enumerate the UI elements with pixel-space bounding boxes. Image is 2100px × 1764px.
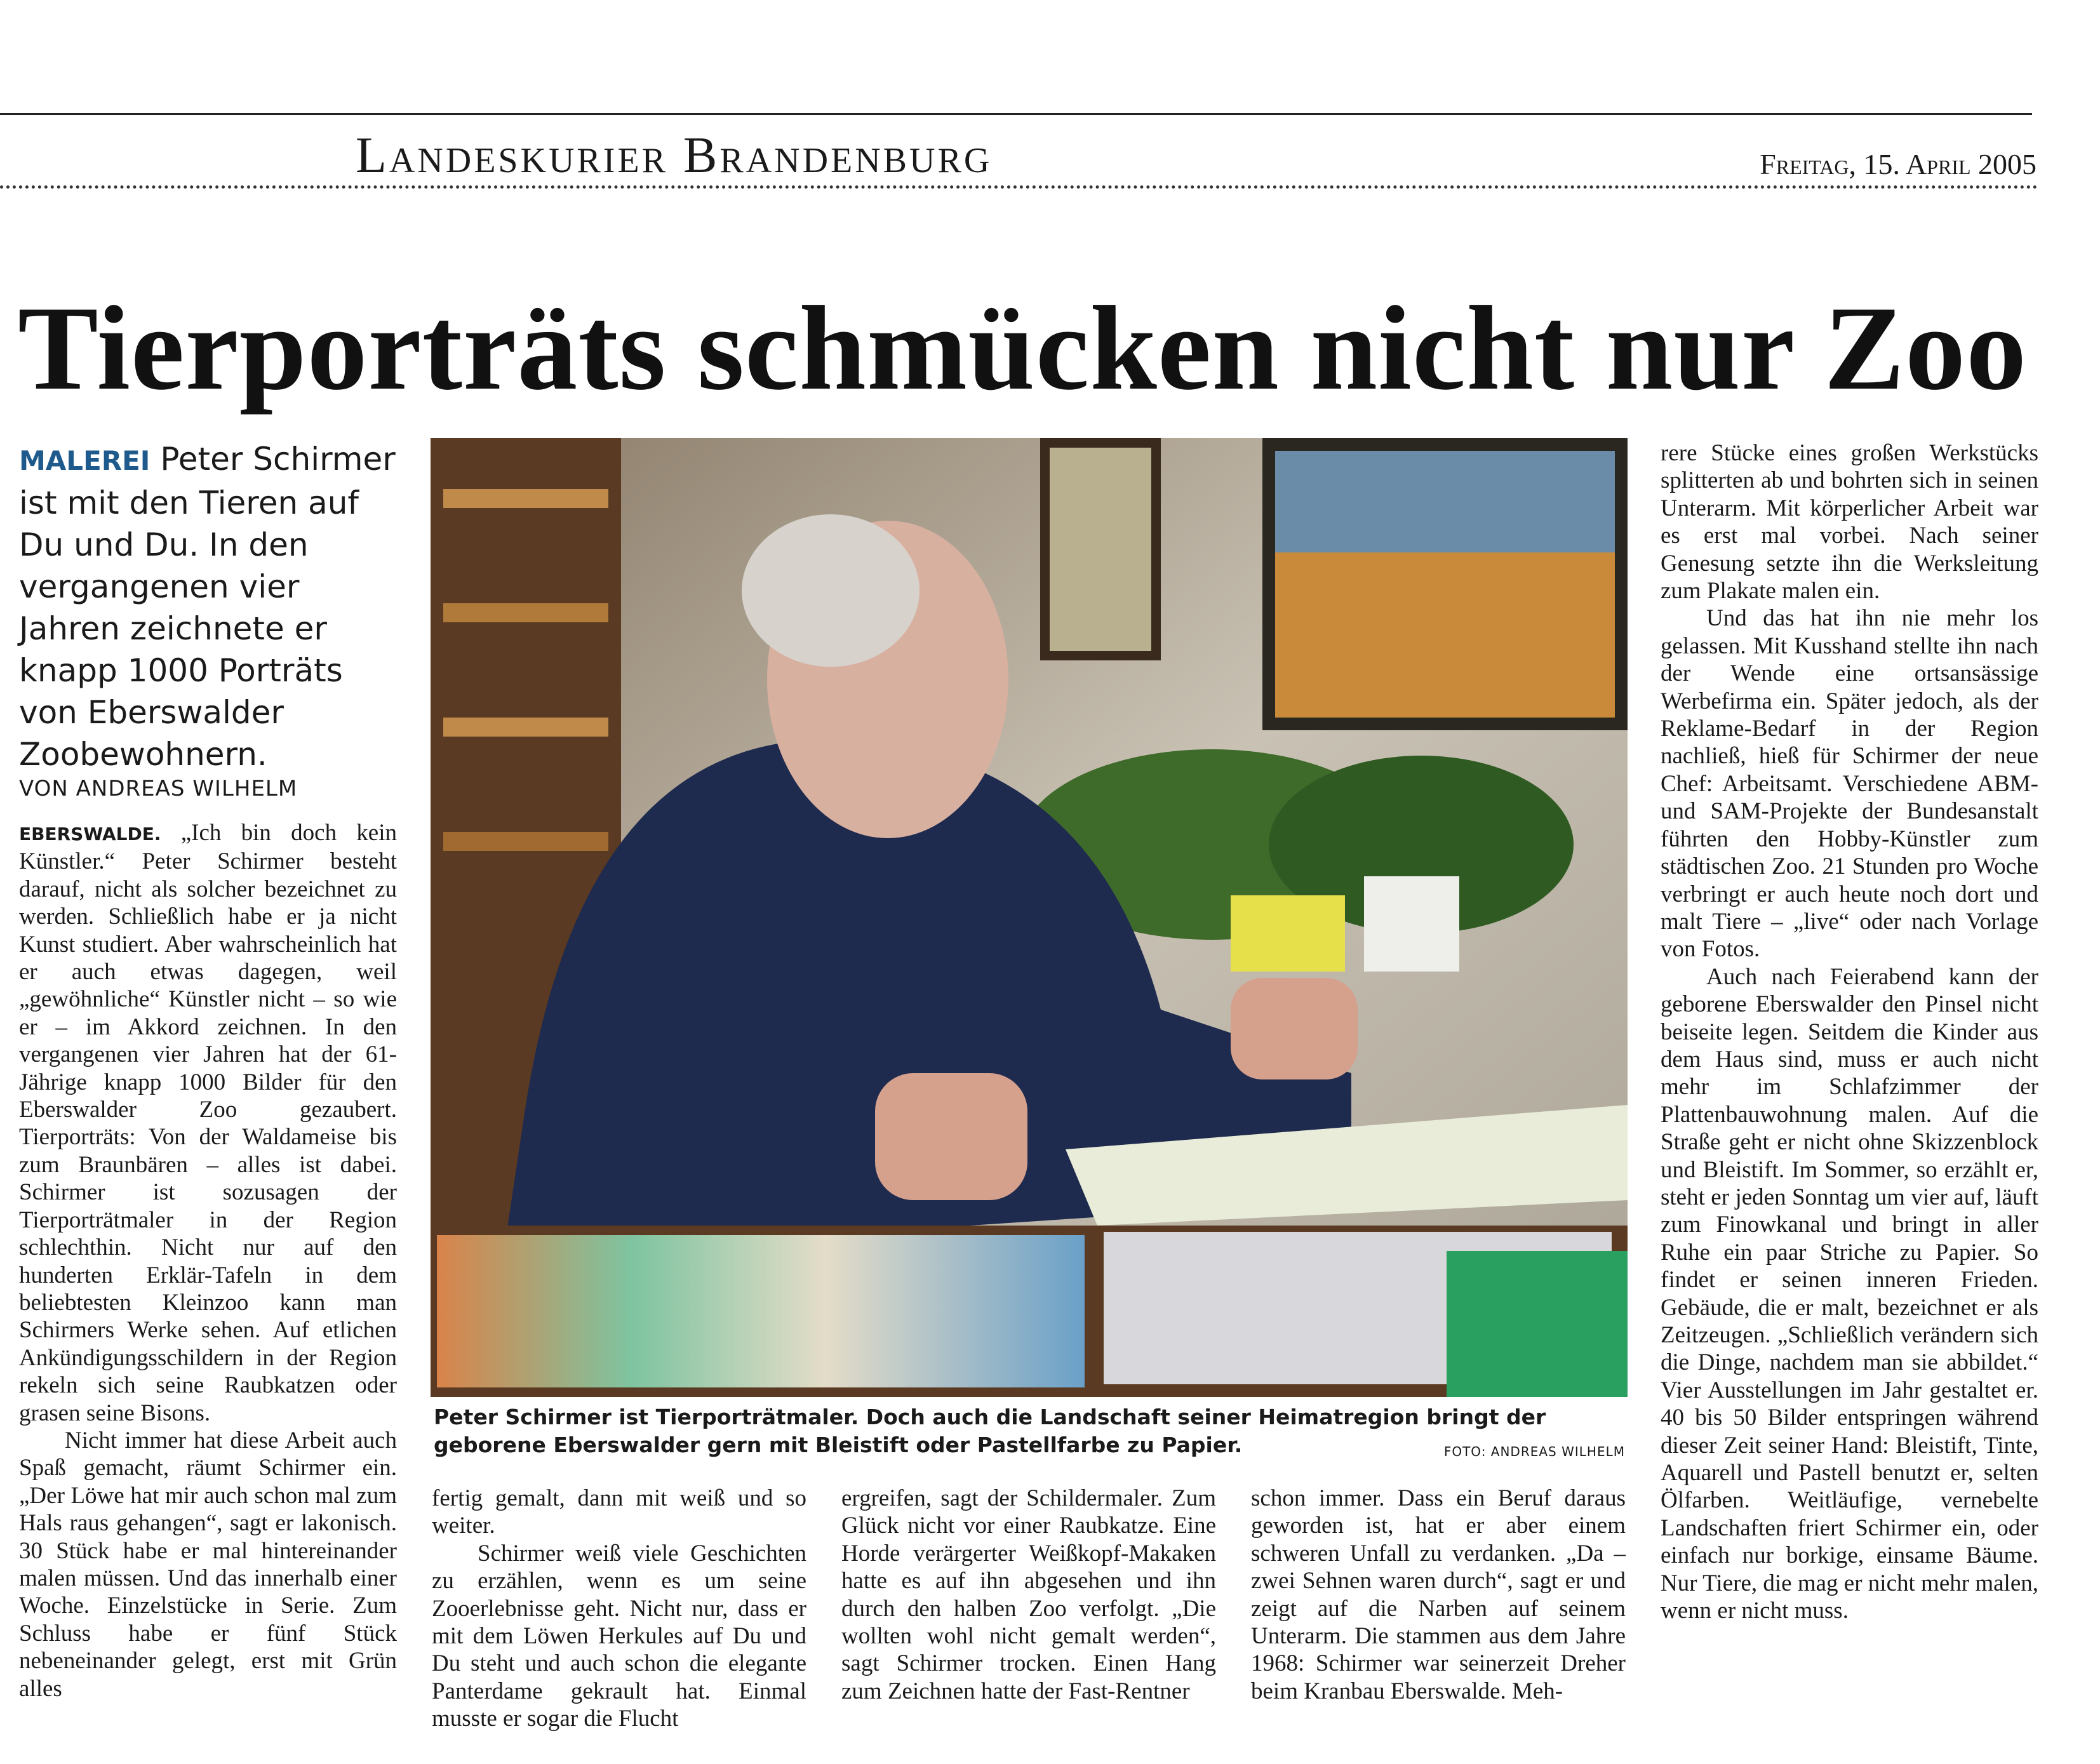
masthead-date: Freitag, 15. April 2005 xyxy=(1760,148,2036,180)
paragraph: fertig gemalt, dann mit weiß und so weiter. xyxy=(432,1485,806,1539)
article-column-3 xyxy=(841,1485,1216,1705)
masthead-title: Landeskurier Brandenburg xyxy=(356,128,993,184)
article-photo xyxy=(431,438,1628,1397)
article-column-2 xyxy=(432,1485,806,1733)
teaser-text: Peter Schirmer ist mit den Tieren auf Du und Du. In den vergangenen vier Jahren zeichnete er knapp 1000 Porträts von Eberswalder Zoobewohnern. xyxy=(19,441,396,773)
paragraph: rere Stücke eines großen Werkstücks splitterten ab und bohrten sich in seinen Unterarm. Mit körperlicher Arbeit war es erst mal vorbei. Nach seiner Genesung setzte ihn die Werksleitung zum Plakate malen ein. xyxy=(1661,440,2038,605)
photo-credit: FOTO: ANDREAS WILHELM xyxy=(1443,1444,1625,1459)
location-tag: EBERSWALDE. xyxy=(19,824,161,845)
paragraph xyxy=(19,819,397,1427)
top-rule xyxy=(0,113,2032,115)
paragraph: ergreifen, sagt der Schildermaler. Zum Glück nicht vor einer Raubkatze. Eine Horde verärgerter Weißkopf-Makaken hatte es auf ihn abgesehen und ihn durch den halben Zoo verfolgt. „Die wollten wohl nicht gemalt werden“, sagt Schirmer trocken. Einen Hang zum Zeichnen hatte der Fast-Rentner xyxy=(841,1485,1216,1704)
dotted-rule xyxy=(0,185,2038,189)
headline: Tierporträts schmücken nicht nur Zoo xyxy=(18,282,2028,415)
photo-caption: Peter Schirmer ist Tierporträtmaler. Doch auch die Landschaft seiner Heimatregion bringt der geborene Eberswalder gern mit Bleistift oder Pastellfarbe zu Papier. xyxy=(434,1405,1546,1457)
paragraph: Schirmer weiß viele Geschichten zu erzählen, wenn es um seine Zooerlebnisse geht. Nicht nur, dass er mit dem Löwen Herkules auf Du und Du steht und auch schon die elegante Panterdame gekrault hat. Einmal musste er sogar die Flucht xyxy=(432,1540,806,1732)
teaser xyxy=(19,438,400,775)
article-column-1 xyxy=(19,819,397,1702)
paragraph: Auch nach Feierabend kann der geborene Eberswalder den Pinsel nicht beiseite legen. Seitdem die Kinder aus dem Haus sind, muss er auch nicht mehr im Schlafzimmer der Plattenbauwohnung malen. Auf die Straße geht er nicht ohne Skizzenblock und Bleistift. Im Sommer, so erzählt er, steht er jeden Sonntag um vier auf, läuft zum Finowkanal und bringt in aller Ruhe ein paar Striche zu Papier. So findet er seinen inneren Frieden. Gebäude, die er malt, bezeichnet er als Zeitzeugen. „Schließlich verändern sich die Dinge, nachdem man sie abbildet.“ Vier Ausstellungen im Jahr gestaltet er. 40 bis 50 Bilder entspringen während dieser Zeit seiner Hand: Bleistift, Tinte, Aquarell und Pastell benutzt er, selten Ölfarben. Weitläufige, vernebelte Landschaften friert Schirmer ein, oder einfach nur borkige, einsame Bäume. Nur Tiere, die mag er nicht mehr malen, wenn er nicht muss. xyxy=(1661,963,2038,1624)
photo-illustration xyxy=(431,438,1628,1397)
paragraph: schon immer. Dass ein Beruf daraus geworden ist, hat er aber einem schweren Unfall zu verdanken. „Da – zwei Sehnen waren durch“, sagt er und zeigt auf die Narben auf seinem Unterarm. Die stammen aus dem Jahre 1968: Schirmer war seinerzeit Dreher beim Kranbau Eberswalde. Meh- xyxy=(1251,1485,1626,1704)
byline: VON ANDREAS WILHELM xyxy=(19,776,298,801)
paragraph-text: „Ich bin doch kein Künstler.“ Peter Schirmer besteht darauf, nicht als solcher bezeichnet zu werden. Schließlich habe er ja nicht Kunst studiert. Aber wahrscheinlich hat er auch etwas dagegen, weil „gewöhnliche“ Künstler nicht – so wie er – im Akkord zeichnen. In den vergangenen vier Jahren hat der 61-Jährige knapp 1000 Bilder für den Eberswalder Zoo gezaubert. Tierporträts: Von der Waldameise bis zum Braunbären – alles ist dabei. Schirmer ist sozusagen der Tierporträtmaler in der Region schlechthin. Nicht nur auf den hunderten Erklär-Tafeln in dem beliebtesten Kleinzoo kann man Schirmers Werke sehen. Auf etlichen Ankündigungsschildern in der Region rekeln sich seine Raubkatzen oder grasen seine Bisons. xyxy=(19,820,398,1426)
kicker: MALEREI xyxy=(19,445,150,476)
paragraph: Und das hat ihn nie mehr los gelassen. Mit Kusshand stellte ihn nach der Wende eine ortsansässige Werbefirma ein. Später jedoch, als der Reklame-Bedarf in der Region nachließ, hieß für Schirmer der neue Chef: Arbeitsamt. Verschiedene ABM- und SAM-Projekte der Bundesanstalt führten den Hobby-Künstler zum städtischen Zoo. 21 Stunden pro Woche verbringt er auch heute noch dort und malt Tiere – „live“ oder nach Vorlage von Fotos. xyxy=(1661,605,2038,963)
paragraph: Nicht immer hat diese Arbeit auch Spaß gemacht, räumt Schirmer ein. „Der Löwe hat mir auch schon mal zum Hals raus gehangen“, sagt er lakonisch. 30 Stück habe er mal hintereinander malen müssen. Und das innerhalb einer Woche. Einzelstücke in Serie. Zum Schluss habe er fünf Stück nebeneinander gelegt, erst mit Grün alles xyxy=(19,1427,397,1702)
article-column-4 xyxy=(1251,1485,1626,1705)
article-column-5 xyxy=(1661,439,2038,1624)
